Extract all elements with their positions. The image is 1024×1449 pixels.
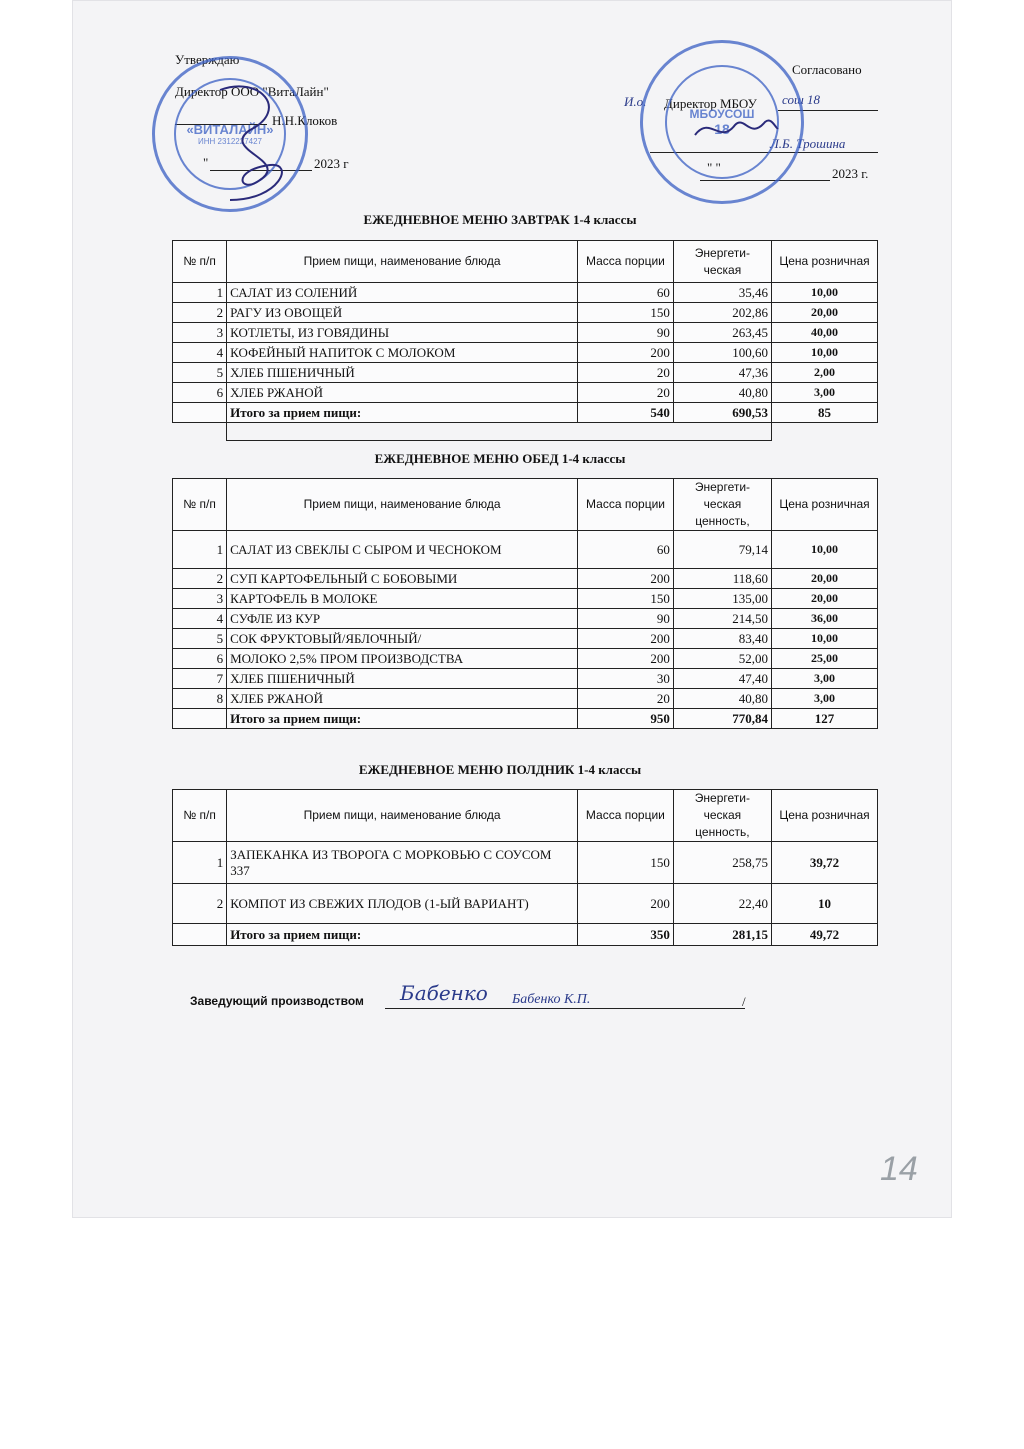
left-director-line: Директор ООО "ВитаЛайн" [175, 84, 329, 99]
breakfast-extra-row [226, 422, 772, 441]
total-row [173, 709, 878, 729]
left-date-quote: " [203, 155, 209, 170]
dish-price: 39,72 [771, 842, 877, 884]
dish-energy: 35,46 [673, 283, 771, 303]
col-energy: Энергети-ческая ценность, [673, 790, 771, 842]
dish-energy: 100,60 [673, 343, 771, 363]
col-number: № п/п [173, 790, 227, 842]
dish-mass: 60 [578, 531, 674, 569]
dish-name: ХЛЕБ РЖАНОЙ [227, 689, 578, 709]
table-row [173, 383, 878, 403]
dish-mass: 20 [578, 689, 674, 709]
dish-mass: 20 [578, 363, 674, 383]
total-energy: 770,84 [673, 709, 771, 729]
page-number: 14 [880, 1150, 918, 1188]
total-empty-cell [173, 924, 227, 946]
table-row [173, 323, 878, 343]
table-row [173, 589, 878, 609]
footer-slash: / [742, 994, 746, 1009]
stamp-right-number: 18 [714, 121, 730, 137]
table-row [173, 303, 878, 323]
dish-mass: 200 [578, 569, 674, 589]
table-header-row [173, 241, 878, 283]
dish-energy: 214,50 [673, 609, 771, 629]
col-price: Цена розничная [772, 479, 878, 531]
col-energy: Энергети-ческая ценность, [673, 479, 771, 531]
row-number: 5 [173, 363, 227, 383]
stamp-left-inn: ИНН 2312227427 [197, 137, 263, 146]
dish-energy: 258,75 [673, 842, 771, 884]
dish-name: САЛАТ ИЗ СОЛЕНИЙ [227, 283, 578, 303]
breakfast-table [172, 240, 878, 423]
row-number: 6 [173, 383, 227, 403]
dish-name: СУФЛЕ ИЗ КУР [227, 609, 578, 629]
approve-label: Утверждаю [175, 52, 240, 67]
dish-price: 10 [771, 884, 877, 924]
dish-mass: 90 [578, 609, 674, 629]
col-mass: Масса порции [578, 479, 674, 531]
stamp-left-center-text: «ВИТАЛАЙН» [186, 122, 274, 137]
row-number: 1 [173, 283, 227, 303]
total-price: 127 [772, 709, 878, 729]
snack-title: ЕЖЕДНЕВНОЕ МЕНЮ ПОЛДНИК 1-4 классы [358, 762, 642, 777]
footer-handwritten-name: Бабенко К.П. [512, 992, 591, 1007]
total-price: 49,72 [771, 924, 877, 946]
dish-price: 3,00 [771, 383, 877, 403]
table-row [173, 629, 878, 649]
table-row [173, 343, 878, 363]
dish-price: 10,00 [771, 343, 877, 363]
col-dish-name: Прием пищи, наименование блюда [227, 790, 578, 842]
dish-price: 20,00 [771, 303, 877, 323]
table-row [173, 669, 878, 689]
left-director-name: Н.Н.Клоков [272, 113, 338, 128]
dish-price: 10,00 [771, 283, 877, 303]
dish-mass: 30 [578, 669, 674, 689]
dish-price: 10,00 [772, 629, 878, 649]
row-number: 8 [173, 689, 227, 709]
dish-energy: 135,00 [673, 589, 771, 609]
right-date-year: 2023 г. [832, 166, 869, 181]
row-number: 1 [173, 842, 227, 884]
dish-name: ХЛЕБ ПШЕНИЧНЫЙ [227, 363, 578, 383]
col-mass: Масса порции [577, 790, 673, 842]
footer-signature: Бабенко [400, 981, 488, 1005]
dish-price: 3,00 [772, 669, 878, 689]
left-date-year: 2023 г [314, 156, 349, 171]
col-price: Цена розничная [771, 790, 877, 842]
dish-price: 40,00 [771, 323, 877, 343]
dish-mass: 150 [578, 303, 674, 323]
table-row [173, 884, 878, 924]
dish-name: КАРТОФЕЛЬ В МОЛОКЕ [227, 589, 578, 609]
dish-mass: 200 [578, 343, 674, 363]
dish-mass: 90 [578, 323, 674, 343]
row-number: 2 [173, 569, 227, 589]
table-row [173, 363, 878, 383]
dish-mass: 200 [577, 884, 673, 924]
dish-price: 3,00 [772, 689, 878, 709]
dish-mass: 20 [578, 383, 674, 403]
table-row [173, 649, 878, 669]
right-date-quotes: " " [707, 160, 721, 175]
dish-mass: 150 [578, 589, 674, 609]
dish-energy: 52,00 [673, 649, 771, 669]
dish-energy: 47,40 [673, 669, 771, 689]
table-row [173, 531, 878, 569]
dish-name: КОФЕЙНЫЙ НАПИТОК С МОЛОКОМ [227, 343, 578, 363]
col-price: Цена розничная [771, 241, 877, 283]
row-number: 5 [173, 629, 227, 649]
stamp-right-center-text: МБОУСОШ [689, 107, 755, 121]
right-director-name: Л.Б. Трошина [770, 136, 846, 151]
dish-price: 2,00 [771, 363, 877, 383]
col-mass: Масса порции [578, 241, 674, 283]
col-number: № п/п [173, 241, 227, 283]
total-price: 85 [771, 403, 877, 423]
row-number: 6 [173, 649, 227, 669]
total-mass: 540 [578, 403, 674, 423]
dish-mass: 60 [578, 283, 674, 303]
total-energy: 281,15 [673, 924, 771, 946]
row-number: 2 [173, 884, 227, 924]
dish-energy: 263,45 [673, 323, 771, 343]
dish-price: 25,00 [772, 649, 878, 669]
dish-name: МОЛОКО 2,5% ПРОМ ПРОИЗВОДСТВА [227, 649, 578, 669]
dish-energy: 118,60 [673, 569, 771, 589]
total-row [173, 403, 878, 423]
dish-name: КОМПОТ ИЗ СВЕЖИХ ПЛОДОВ (1-ЫЙ ВАРИАНТ) [227, 884, 578, 924]
acting-prefix: И.о. [624, 94, 647, 109]
agreed-label: Согласовано [792, 62, 862, 77]
col-dish-name: Прием пищи, наименование блюда [227, 479, 578, 531]
total-label: Итого за прием пищи: [227, 709, 578, 729]
row-number: 3 [173, 589, 227, 609]
dish-energy: 40,80 [673, 689, 771, 709]
table-row [173, 842, 878, 884]
total-label: Итого за прием пищи: [227, 924, 578, 946]
dish-energy: 83,40 [673, 629, 771, 649]
table-header-row [173, 790, 878, 842]
total-empty-cell [173, 403, 227, 423]
dish-energy: 47,36 [673, 363, 771, 383]
total-label: Итого за прием пищи: [227, 403, 578, 423]
col-energy: Энергети-ческая [673, 241, 771, 283]
dish-energy: 22,40 [673, 884, 771, 924]
dish-name: СОК ФРУКТОВЫЙ/ЯБЛОЧНЫЙ/ [227, 629, 578, 649]
row-number: 4 [173, 343, 227, 363]
total-mass: 950 [578, 709, 674, 729]
breakfast-title: ЕЖЕДНЕВНОЕ МЕНЮ ЗАВТРАК 1-4 классы [363, 212, 637, 227]
total-mass: 350 [577, 924, 673, 946]
total-empty-cell [173, 709, 227, 729]
dish-name: ХЛЕБ РЖАНОЙ [227, 383, 578, 403]
dish-price: 20,00 [772, 569, 878, 589]
dish-name: СУП КАРТОФЕЛЬНЫЙ С БОБОВЫМИ [227, 569, 578, 589]
dish-name: ХЛЕБ ПШЕНИЧНЫЙ [227, 669, 578, 689]
left-director-signature [197, 70, 310, 210]
dish-energy: 79,14 [673, 531, 771, 569]
dish-energy: 40,80 [673, 383, 771, 403]
dish-price: 20,00 [772, 589, 878, 609]
row-number: 7 [173, 669, 227, 689]
dish-energy: 202,86 [673, 303, 771, 323]
col-number: № п/п [173, 479, 227, 531]
col-dish-name: Прием пищи, наименование блюда [227, 241, 578, 283]
footer-signature-line [385, 1008, 745, 1009]
snack-table [172, 789, 878, 946]
lunch-table [172, 478, 878, 729]
table-header-row [173, 479, 878, 531]
dish-name: САЛАТ ИЗ СВЕКЛЫ С СЫРОМ И ЧЕСНОКОМ [227, 531, 578, 569]
right-director-line: Директор МБОУ [664, 96, 757, 111]
right-director-signature [690, 110, 780, 150]
total-row [173, 924, 878, 946]
dish-name: РАГУ ИЗ ОВОЩЕЙ [227, 303, 578, 323]
row-number: 2 [173, 303, 227, 323]
right-director-school: сош 18 [782, 92, 821, 107]
row-number: 4 [173, 609, 227, 629]
dish-price: 10,00 [772, 531, 878, 569]
dish-name: КОТЛЕТЫ, ИЗ ГОВЯДИНЫ [227, 323, 578, 343]
footer-label: Заведующий производством [190, 994, 364, 1008]
lunch-title: ЕЖЕДНЕВНОЕ МЕНЮ ОБЕД 1-4 классы [374, 451, 626, 466]
dish-mass: 200 [578, 649, 674, 669]
table-row [173, 569, 878, 589]
dish-name: ЗАПЕКАНКА ИЗ ТВОРОГА С МОРКОВЬЮ С СОУСОМ 337 [227, 842, 578, 884]
total-energy: 690,53 [673, 403, 771, 423]
dish-mass: 200 [578, 629, 674, 649]
row-number: 1 [173, 531, 227, 569]
dish-price: 36,00 [772, 609, 878, 629]
row-number: 3 [173, 323, 227, 343]
table-row [173, 283, 878, 303]
table-row [173, 609, 878, 629]
dish-mass: 150 [577, 842, 673, 884]
table-row [173, 689, 878, 709]
